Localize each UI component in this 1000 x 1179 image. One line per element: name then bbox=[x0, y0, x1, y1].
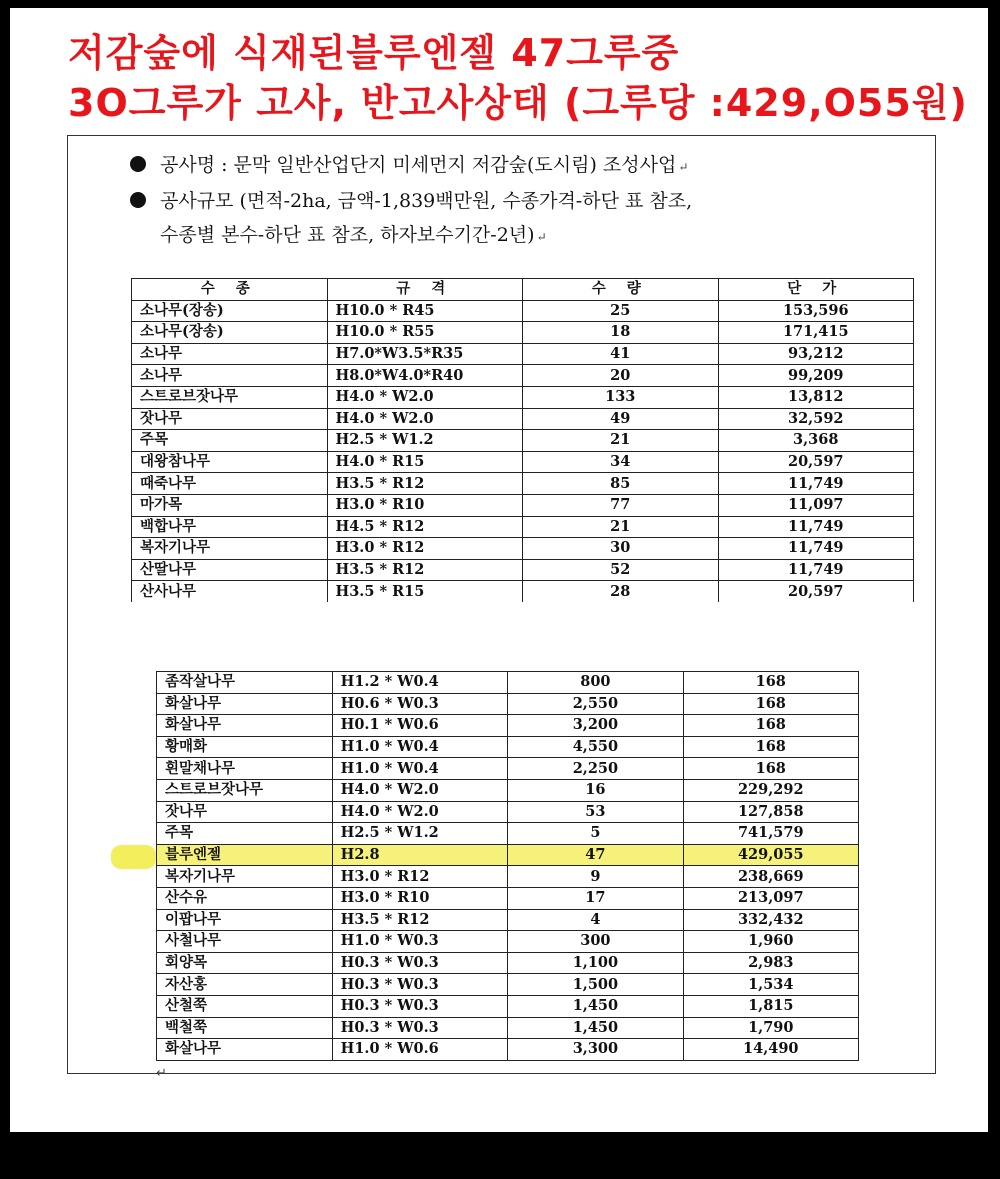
species-cell: 백철쭉 bbox=[157, 1017, 333, 1039]
unit-price-cell: 332,432 bbox=[683, 909, 858, 931]
table-row bbox=[157, 693, 859, 715]
species-cell: 소나무(장송) bbox=[132, 300, 328, 322]
table-row bbox=[157, 974, 859, 996]
species-cell: 산딸나무 bbox=[132, 559, 328, 581]
quantity-cell: 21 bbox=[523, 430, 719, 452]
spec-cell: H0.3 * W0.3 bbox=[332, 952, 508, 974]
table-row bbox=[157, 887, 859, 909]
unit-price-cell: 11,097 bbox=[718, 494, 914, 516]
unit-price-cell: 168 bbox=[683, 736, 858, 758]
unit-price-cell: 11,749 bbox=[718, 559, 914, 581]
return-mark: ↵ bbox=[536, 230, 547, 244]
project-scale-line: 공사규모 (면적-2ha, 금액-1,839백만원, 수종가격-하단 표 참조, bbox=[130, 184, 692, 218]
unit-price-cell: 153,596 bbox=[718, 300, 914, 322]
unit-price-cell: 229,292 bbox=[683, 779, 858, 801]
table-row bbox=[132, 473, 914, 495]
spec-cell: H1.0 * W0.4 bbox=[332, 758, 508, 780]
unit-price-cell: 11,749 bbox=[718, 516, 914, 538]
quantity-cell: 800 bbox=[508, 672, 683, 694]
spec-cell: H1.0 * W0.6 bbox=[332, 1039, 508, 1061]
table-row bbox=[132, 300, 914, 322]
spec-cell: H3.0 * R10 bbox=[327, 494, 523, 516]
quantity-cell: 47 bbox=[508, 844, 683, 866]
species-cell: 마가목 bbox=[132, 494, 328, 516]
spec-cell: H10.0 * R55 bbox=[327, 322, 523, 344]
spec-cell: H3.5 * R12 bbox=[332, 909, 508, 931]
table-row bbox=[132, 559, 914, 581]
species-cell: 화살나무 bbox=[157, 693, 333, 715]
species-cell: 화살나무 bbox=[157, 715, 333, 737]
unit-price-cell: 32,592 bbox=[718, 408, 914, 430]
bullet-icon bbox=[130, 192, 146, 208]
table-row bbox=[132, 343, 914, 365]
species-cell: 주목 bbox=[157, 823, 333, 845]
species-cell: 사철나무 bbox=[157, 931, 333, 953]
end-return-mark: ↵ bbox=[156, 1066, 167, 1081]
unit-price-cell: 238,669 bbox=[683, 866, 858, 888]
unit-price-cell: 20,597 bbox=[718, 451, 914, 473]
upper-section bbox=[68, 136, 935, 602]
unit-price-cell: 168 bbox=[683, 758, 858, 780]
species-cell: 스트로브잣나무 bbox=[157, 779, 333, 801]
headline bbox=[68, 28, 968, 128]
highlighter-mark bbox=[111, 845, 156, 869]
table-row bbox=[132, 581, 914, 602]
table-row bbox=[132, 386, 914, 408]
unit-price-cell: 168 bbox=[683, 693, 858, 715]
table-row bbox=[157, 952, 859, 974]
quantity-cell: 77 bbox=[523, 494, 719, 516]
spec-cell: H4.0 * W2.0 bbox=[332, 779, 508, 801]
spec-cell: H0.6 * W0.3 bbox=[332, 693, 508, 715]
species-cell: 자산홍 bbox=[157, 974, 333, 996]
species-cell: 때죽나무 bbox=[132, 473, 328, 495]
quantity-cell: 18 bbox=[523, 322, 719, 344]
quantity-cell: 16 bbox=[508, 779, 683, 801]
unit-price-cell: 11,749 bbox=[718, 473, 914, 495]
table-row bbox=[157, 866, 859, 888]
unit-price-cell: 3,368 bbox=[718, 430, 914, 452]
spec-cell: H3.5 * R12 bbox=[327, 559, 523, 581]
column-header: 수 종 bbox=[132, 279, 328, 301]
quantity-cell: 3,300 bbox=[508, 1039, 683, 1061]
unit-price-cell: 14,490 bbox=[683, 1039, 858, 1061]
unit-price-cell: 1,790 bbox=[683, 1017, 858, 1039]
quantity-cell: 4 bbox=[508, 909, 683, 931]
table-row bbox=[157, 1039, 859, 1061]
spec-cell: H4.0 * R15 bbox=[327, 451, 523, 473]
quantity-cell: 1,500 bbox=[508, 974, 683, 996]
spec-cell: H3.0 * R12 bbox=[332, 866, 508, 888]
table-row bbox=[157, 672, 859, 694]
species-cell: 잣나무 bbox=[132, 408, 328, 430]
headline-line-1: 저감숲에 식재된블루엔젤 47그루중 bbox=[68, 31, 680, 75]
quantity-cell: 25 bbox=[523, 300, 719, 322]
quantity-cell: 53 bbox=[508, 801, 683, 823]
unit-price-cell: 429,055 bbox=[683, 844, 858, 866]
species-cell: 화살나무 bbox=[157, 1039, 333, 1061]
species-cell: 복자기나무 bbox=[157, 866, 333, 888]
species-cell: 산철쭉 bbox=[157, 995, 333, 1017]
unit-price-cell: 168 bbox=[683, 672, 858, 694]
bullet-icon bbox=[130, 156, 146, 172]
spec-cell: H2.5 * W1.2 bbox=[327, 430, 523, 452]
quantity-cell: 49 bbox=[523, 408, 719, 430]
quantity-cell: 300 bbox=[508, 931, 683, 953]
spec-cell: H1.0 * W0.4 bbox=[332, 736, 508, 758]
table-row bbox=[157, 779, 859, 801]
quantity-cell: 85 bbox=[523, 473, 719, 495]
tree-price-table-2 bbox=[156, 671, 859, 1061]
quantity-cell: 1,450 bbox=[508, 995, 683, 1017]
species-cell: 복자기나무 bbox=[132, 538, 328, 560]
project-scale-continued: 수종별 본수-하단 표 참조, 하자보수기간-2년) ↵ bbox=[160, 224, 547, 246]
quantity-cell: 1,450 bbox=[508, 1017, 683, 1039]
table-row bbox=[157, 715, 859, 737]
spec-cell: H3.5 * R15 bbox=[327, 581, 523, 602]
quantity-cell: 4,550 bbox=[508, 736, 683, 758]
quantity-cell: 41 bbox=[523, 343, 719, 365]
spec-cell: H4.0 * W2.0 bbox=[332, 801, 508, 823]
column-header: 규 격 bbox=[327, 279, 523, 301]
species-cell: 좀작살나무 bbox=[157, 672, 333, 694]
species-cell: 산사나무 bbox=[132, 581, 328, 602]
species-cell: 산수유 bbox=[157, 887, 333, 909]
table-row bbox=[132, 538, 914, 560]
unit-price-cell: 213,097 bbox=[683, 887, 858, 909]
quantity-cell: 1,100 bbox=[508, 952, 683, 974]
spec-cell: H10.0 * R45 bbox=[327, 300, 523, 322]
headline-line-2: 3O그루가 고사, 반고사상태 (그루당 :429,O55원) bbox=[68, 81, 968, 125]
quantity-cell: 9 bbox=[508, 866, 683, 888]
spec-cell: H0.3 * W0.3 bbox=[332, 974, 508, 996]
spec-cell: H1.0 * W0.3 bbox=[332, 931, 508, 953]
page-break bbox=[68, 602, 935, 662]
column-header: 단 가 bbox=[718, 279, 914, 301]
table-row bbox=[157, 801, 859, 823]
quantity-cell: 2,550 bbox=[508, 693, 683, 715]
species-cell: 이팝나무 bbox=[157, 909, 333, 931]
unit-price-cell: 168 bbox=[683, 715, 858, 737]
species-cell: 스트로브잣나무 bbox=[132, 386, 328, 408]
unit-price-cell: 93,212 bbox=[718, 343, 914, 365]
table-row bbox=[157, 736, 859, 758]
table-row bbox=[132, 408, 914, 430]
quantity-cell: 133 bbox=[523, 386, 719, 408]
table-row bbox=[157, 995, 859, 1017]
table-row bbox=[132, 322, 914, 344]
quantity-cell: 34 bbox=[523, 451, 719, 473]
spec-cell: H0.3 * W0.3 bbox=[332, 1017, 508, 1039]
table-row bbox=[157, 1017, 859, 1039]
species-cell: 블루엔젤 bbox=[157, 844, 333, 866]
species-cell: 소나무 bbox=[132, 365, 328, 387]
spec-cell: H3.5 * R12 bbox=[327, 473, 523, 495]
unit-price-cell: 2,983 bbox=[683, 952, 858, 974]
species-cell: 대왕참나무 bbox=[132, 451, 328, 473]
project-summary bbox=[130, 148, 692, 254]
species-cell: 황매화 bbox=[157, 736, 333, 758]
unit-price-cell: 1,960 bbox=[683, 931, 858, 953]
species-cell: 회양목 bbox=[157, 952, 333, 974]
spec-cell: H3.0 * R12 bbox=[327, 538, 523, 560]
species-cell: 주목 bbox=[132, 430, 328, 452]
unit-price-cell: 741,579 bbox=[683, 823, 858, 845]
unit-price-cell: 20,597 bbox=[718, 581, 914, 602]
return-mark: ↵ bbox=[678, 160, 689, 174]
spec-cell: H4.5 * R12 bbox=[327, 516, 523, 538]
species-cell: 흰말채나무 bbox=[157, 758, 333, 780]
quantity-cell: 28 bbox=[523, 581, 719, 602]
table-row bbox=[157, 931, 859, 953]
species-cell: 잣나무 bbox=[157, 801, 333, 823]
spec-cell: H3.0 * R10 bbox=[332, 887, 508, 909]
unit-price-cell: 171,415 bbox=[718, 322, 914, 344]
table-row bbox=[157, 909, 859, 931]
quantity-cell: 52 bbox=[523, 559, 719, 581]
table-header-row bbox=[132, 279, 914, 301]
unit-price-cell: 1,534 bbox=[683, 974, 858, 996]
quantity-cell: 2,250 bbox=[508, 758, 683, 780]
table-row bbox=[132, 494, 914, 516]
table-row bbox=[132, 430, 914, 452]
species-cell: 소나무(장송) bbox=[132, 322, 328, 344]
unit-price-cell: 11,749 bbox=[718, 538, 914, 560]
table-row bbox=[132, 516, 914, 538]
table-row bbox=[132, 365, 914, 387]
spec-cell: H2.5 * W1.2 bbox=[332, 823, 508, 845]
species-cell: 백합나무 bbox=[132, 516, 328, 538]
spec-cell: H4.0 * W2.0 bbox=[327, 386, 523, 408]
species-cell: 소나무 bbox=[132, 343, 328, 365]
column-header: 수 량 bbox=[523, 279, 719, 301]
project-name-line: 공사명 : 문막 일반산업단지 미세먼지 저감숲(도시림) 조성사업 ↵ bbox=[130, 148, 692, 184]
quantity-cell: 5 bbox=[508, 823, 683, 845]
quantity-cell: 17 bbox=[508, 887, 683, 909]
page bbox=[10, 8, 988, 1132]
unit-price-cell: 127,858 bbox=[683, 801, 858, 823]
spec-cell: H0.3 * W0.3 bbox=[332, 995, 508, 1017]
table-row bbox=[157, 758, 859, 780]
spec-cell: H7.0*W3.5*R35 bbox=[327, 343, 523, 365]
unit-price-cell: 99,209 bbox=[718, 365, 914, 387]
quantity-cell: 21 bbox=[523, 516, 719, 538]
spec-cell: H2.8 bbox=[332, 844, 508, 866]
unit-price-cell: 13,812 bbox=[718, 386, 914, 408]
quantity-cell: 3,200 bbox=[508, 715, 683, 737]
spec-cell: H4.0 * W2.0 bbox=[327, 408, 523, 430]
quantity-cell: 30 bbox=[523, 538, 719, 560]
table-row bbox=[157, 844, 859, 866]
spec-cell: H8.0*W4.0*R40 bbox=[327, 365, 523, 387]
spec-cell: H0.1 * W0.6 bbox=[332, 715, 508, 737]
tree-price-table-1 bbox=[131, 278, 914, 602]
quantity-cell: 20 bbox=[523, 365, 719, 387]
unit-price-cell: 1,815 bbox=[683, 995, 858, 1017]
table-row bbox=[132, 451, 914, 473]
document-scan bbox=[67, 135, 936, 1081]
table-row bbox=[157, 823, 859, 845]
spec-cell: H1.2 * W0.4 bbox=[332, 672, 508, 694]
